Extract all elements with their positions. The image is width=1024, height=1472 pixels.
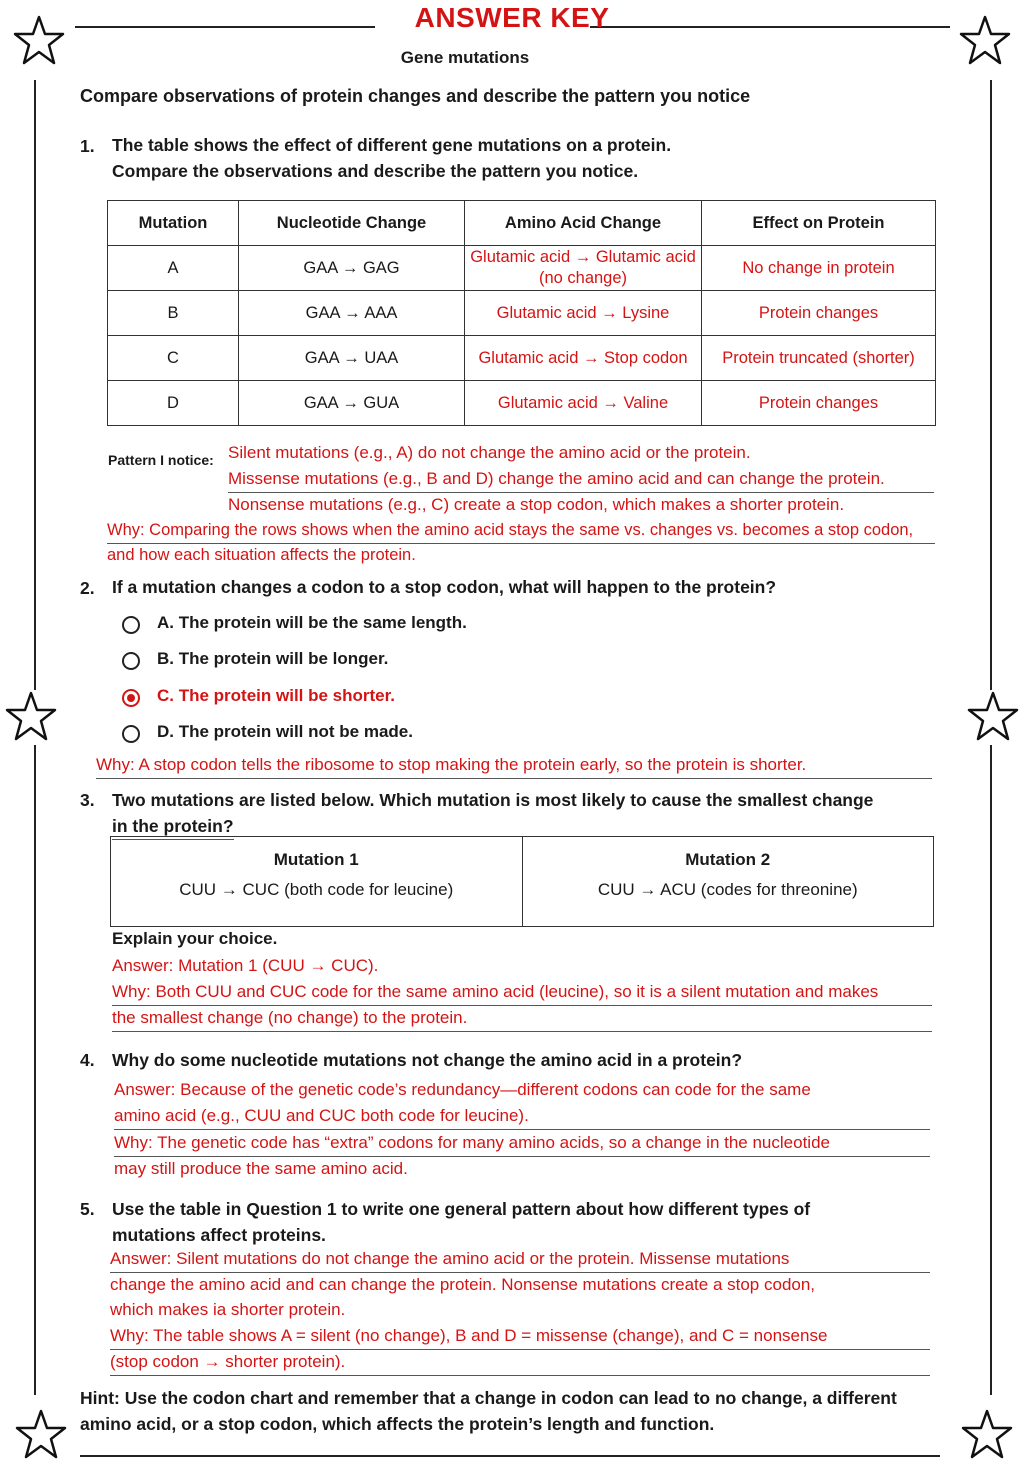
mutation-compare-table <box>110 836 934 927</box>
frame-left-lower <box>34 745 36 1395</box>
nucleotide-cell: GAA → GUA <box>239 381 465 426</box>
pattern-line: Silent mutations (e.g., A) do not change the amino acid or the protein. <box>228 443 751 462</box>
mutation-1-title: Mutation 1 <box>273 850 359 869</box>
frame-bottom <box>80 1455 940 1457</box>
q1-number: 1. <box>80 136 95 156</box>
nucleotide-cell: GAA → AAA <box>239 291 465 336</box>
amino-line1: Glutamic acid → Glutamic acid <box>470 248 696 266</box>
q5-line1: Use the table in Question 1 to write one general pattern about how different types of <box>112 1199 811 1219</box>
pattern-line: Nonsense mutations (e.g., C) create a stop codon, which makes a shorter protein. <box>228 495 845 514</box>
q5-why-line1: Why: The table shows A = silent (no change), B and D = missense (change), and C = nonsense <box>110 1323 930 1350</box>
q3-line2: in the protein? <box>112 813 234 840</box>
q4-answer-line2: amino acid (e.g., CUU and CUC both code for leucine). <box>114 1103 930 1130</box>
intro-text: Compare observations of protein changes and describe the pattern you notice <box>80 86 751 106</box>
option-c-label: C. The protein will be shorter. <box>157 686 396 705</box>
column-header: Amino Acid Change <box>465 201 702 246</box>
option-a-label: A. The protein will be the same length. <box>157 613 467 632</box>
column-header: Effect on Protein <box>702 201 936 246</box>
option-d-radio[interactable] <box>122 725 140 743</box>
option-c-radio-selected[interactable] <box>122 689 140 707</box>
mutation-cell: B <box>108 291 239 336</box>
mutation-cell: D <box>108 381 239 426</box>
star-icon <box>960 1408 1014 1462</box>
q1-why-line2: and how each situation affects the protein. <box>107 546 416 564</box>
option-d-label: D. The protein will not be made. <box>157 722 413 741</box>
nucleotide-cell: GAA → GAG <box>239 246 465 291</box>
q2-why: Why: A stop codon tells the ribosome to stop making the protein early, so the protein is shorter. <box>96 752 932 779</box>
q5-answer-line3: which makes ia shorter protein. <box>110 1300 346 1319</box>
mutation-cell: A <box>108 246 239 291</box>
hint-line2: amino acid, or a stop codon, which affects the protein’s length and function. <box>80 1414 715 1434</box>
option-b-label: B. The protein will be longer. <box>157 649 389 668</box>
star-icon <box>4 690 58 744</box>
q4-why-line2: may still produce the same amino acid. <box>114 1159 408 1178</box>
q5-why-line2: (stop codon → shorter protein). <box>110 1349 930 1376</box>
amino-cell <box>465 246 702 291</box>
mutation-cell: C <box>108 336 239 381</box>
mutation-1-cell <box>111 837 523 927</box>
star-icon <box>14 1408 68 1462</box>
q2-number: 2. <box>80 578 95 598</box>
q4-why-line1: Why: The genetic code has “extra” codons for many amino acids, so a change in the nucleotide <box>114 1130 930 1157</box>
q1-why-line1: Why: Comparing the rows shows when the amino acid stays the same vs. changes vs. becomes a stop codon, <box>107 517 935 544</box>
q5-number: 5. <box>80 1199 95 1219</box>
column-header: Nucleotide Change <box>239 201 465 246</box>
column-header: Mutation <box>108 201 239 246</box>
mutation-2-title: Mutation 2 <box>685 850 771 869</box>
frame-right-lower <box>990 745 992 1395</box>
effect-cell: Protein truncated (shorter) <box>702 336 936 381</box>
effect-cell: Protein changes <box>702 291 936 336</box>
frame-left <box>34 80 36 690</box>
q3-number: 3. <box>80 790 95 810</box>
q2-question: If a mutation changes a codon to a stop codon, what will happen to the protein? <box>112 577 777 597</box>
page-title: ANSWER KEY <box>414 2 610 33</box>
nucleotide-cell: GAA → UAA <box>239 336 465 381</box>
amino-cell: Glutamic acid → Stop codon <box>465 336 702 381</box>
q4-question: Why do some nucleotide mutations not change the amino acid in a protein? <box>112 1050 743 1070</box>
frame-right <box>990 80 992 690</box>
q4-number: 4. <box>80 1050 95 1070</box>
table-row <box>108 246 936 291</box>
q3-line1: Two mutations are listed below. Which mutation is most likely to cause the smallest change <box>112 790 874 810</box>
q1-line2: Compare the observations and describe the pattern you notice. <box>112 161 639 181</box>
table-header-row <box>108 201 936 246</box>
table-row <box>108 291 936 336</box>
table-row <box>111 837 934 927</box>
amino-line2: (no change) <box>538 269 628 287</box>
effect-cell: Protein changes <box>702 381 936 426</box>
table-row <box>108 381 936 426</box>
q5-answer-line1: Answer: Silent mutations do not change the amino acid or the protein. Missense mutations <box>110 1246 930 1273</box>
option-a-radio[interactable] <box>122 616 140 634</box>
mutation-2-text: CUU → ACU (codes for threonine) <box>597 880 858 899</box>
q3-why-line2: the smallest change (no change) to the protein. <box>112 1005 932 1032</box>
q4-answer-line1: Answer: Because of the genetic code’s redundancy—different codons can code for the same <box>114 1080 811 1099</box>
q1-line1: The table shows the effect of different gene mutations on a protein. <box>112 135 672 155</box>
effect-cell: No change in protein <box>702 246 936 291</box>
star-icon <box>966 690 1020 744</box>
q3-why-line1: Why: Both CUU and CUC code for the same amino acid (leucine), so it is a silent mutation and makes <box>112 979 932 1006</box>
pattern-label: Pattern I notice: <box>108 452 214 468</box>
table-row <box>108 336 936 381</box>
q3-explain: Explain your choice. <box>112 929 278 948</box>
option-b-radio[interactable] <box>122 652 140 670</box>
q5-answer-line2: change the amino acid and can change the protein. Nonsense mutations create a stop codon, <box>110 1275 816 1294</box>
mutation-table <box>107 200 936 426</box>
mutation-1-text: CUU → CUC (both code for leucine) <box>179 880 454 899</box>
mutation-2-cell <box>522 837 934 927</box>
q3-answer: Answer: Mutation 1 (CUU → CUC). <box>112 956 379 975</box>
amino-cell: Glutamic acid → Valine <box>465 381 702 426</box>
page-subtitle: Gene mutations <box>400 48 530 67</box>
pattern-line: Missense mutations (e.g., B and D) change the amino acid and can change the protein. <box>228 466 934 493</box>
hint-line1: Hint: Use the codon chart and remember that a change in codon can lead to no change, a different <box>80 1388 897 1408</box>
amino-cell: Glutamic acid → Lysine <box>465 291 702 336</box>
q5-line2: mutations affect proteins. <box>112 1225 326 1245</box>
